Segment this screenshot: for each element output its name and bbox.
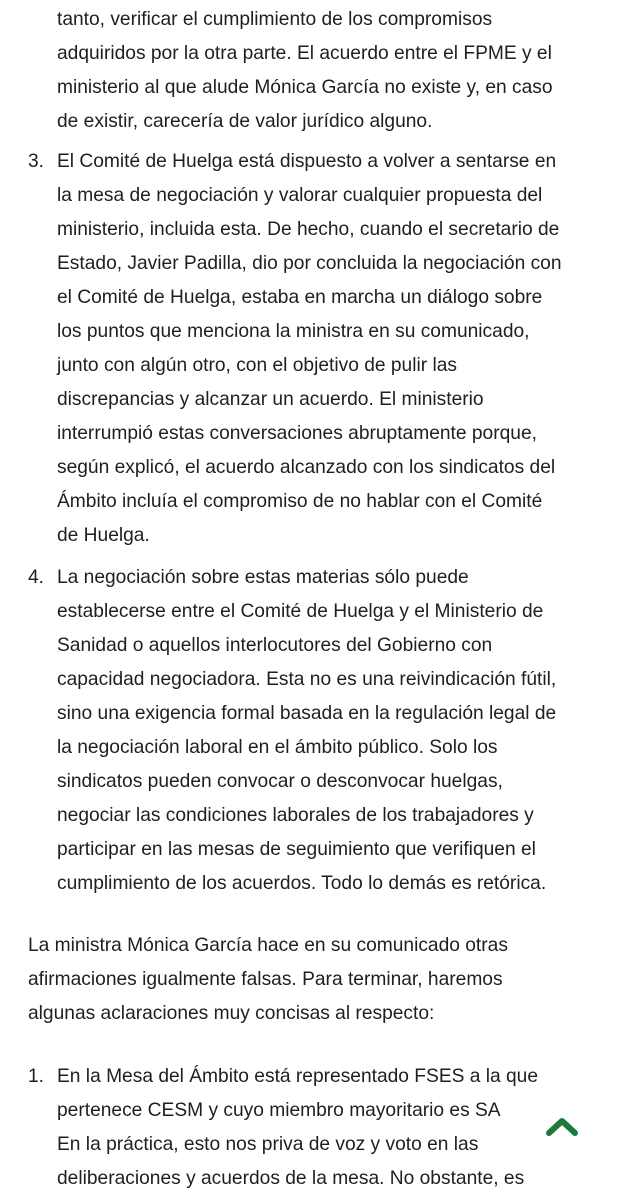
- text-line: ministerio al que alude Mónica García no existe y, en caso: [57, 77, 553, 98]
- text-line: sino una exigencia formal basada en la regulación legal de: [57, 703, 557, 724]
- text-line: tanto, verificar el cumplimiento de los compromisos: [57, 9, 493, 30]
- text-line: La negociación sobre estas materias sólo puede: [57, 567, 469, 588]
- text-line: la negociación laboral en el ámbito público. Solo los: [57, 737, 498, 758]
- text-line: adquiridos por la otra parte. El acuerdo entre el FPME y el: [57, 43, 552, 64]
- text-line: discrepancias y alcanzar un acuerdo. El ministerio: [57, 389, 484, 410]
- text-line: algunas aclaraciones muy concisas al respecto:: [28, 1003, 435, 1024]
- text-line: En la Mesa del Ámbito está representado FSES a la que: [57, 1066, 539, 1087]
- text-line: establecerse entre el Comité de Huelga y el Ministerio de: [57, 601, 544, 622]
- list-marker: 3.: [28, 151, 45, 172]
- text-line: pertenece CESM y cuyo miembro mayoritario es SA: [57, 1100, 501, 1121]
- text-line: los puntos que menciona la ministra en su comunicado,: [57, 321, 530, 342]
- text-line: En la práctica, esto nos priva de voz y voto en las: [57, 1134, 479, 1155]
- text-line: el Comité de Huelga, estaba en marcha un diálogo sobre: [57, 287, 543, 308]
- chevron-up-icon: [545, 1115, 579, 1137]
- text-line: La ministra Mónica García hace en su comunicado otras: [28, 935, 508, 956]
- text-line: afirmaciones igualmente falsas. Para terminar, haremos: [28, 969, 503, 990]
- text-line: Estado, Javier Padilla, dio por concluida la negociación con: [57, 253, 562, 274]
- text-line: participar en las mesas de seguimiento que verifiquen el: [57, 839, 536, 860]
- text-line: Sanidad o aquellos interlocutores del Gobierno con: [57, 635, 493, 656]
- text-line: ministerio, incluida esta. De hecho, cuando el secretario de: [57, 219, 560, 240]
- text-line: Ámbito incluía el compromiso de no hablar con el Comité: [57, 491, 543, 512]
- text-line: según explicó, el acuerdo alcanzado con los sindicatos del: [57, 457, 556, 478]
- text-line: cumplimiento de los acuerdos. Todo lo demás es retórica.: [57, 873, 547, 894]
- text-line: de existir, carecería de valor jurídico alguno.: [57, 111, 433, 132]
- text-line: El Comité de Huelga está dispuesto a volver a sentarse en: [57, 151, 557, 172]
- text-line: junto con algún otro, con el objetivo de pulir las: [57, 355, 457, 376]
- text-line: negociar las condiciones laborales de los trabajadores y: [57, 805, 534, 826]
- text-line: capacidad negociadora. Esta no es una reivindicación fútil,: [57, 669, 557, 690]
- list-marker: 1.: [28, 1066, 45, 1087]
- text-line: deliberaciones y acuerdos de la mesa. No obstante, es: [57, 1168, 525, 1189]
- text-line: interrumpió estas conversaciones abruptamente porque,: [57, 423, 537, 444]
- text-line: sindicatos pueden convocar o desconvocar huelgas,: [57, 771, 503, 792]
- text-line: de Huelga.: [57, 525, 150, 546]
- list-marker: 4.: [28, 567, 45, 588]
- scroll-to-top-button[interactable]: [538, 1108, 586, 1144]
- text-line: la mesa de negociación y valorar cualquier propuesta del: [57, 185, 543, 206]
